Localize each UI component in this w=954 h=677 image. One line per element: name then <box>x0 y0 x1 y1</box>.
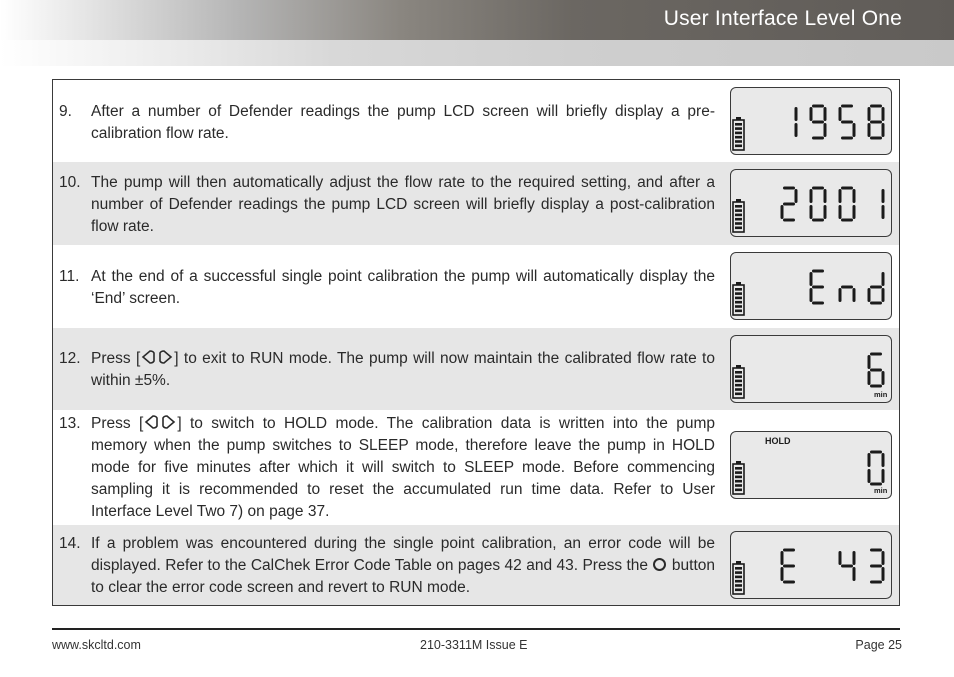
step-text: Press [ ] to exit to RUN mode. The pump will now maintain the calibrated flow rate to within ±5%. <box>91 350 715 389</box>
lcd-screen <box>730 335 892 403</box>
left-right-arrows-button-icon <box>140 349 174 365</box>
battery-icon <box>733 117 744 150</box>
lcd-digit <box>782 550 794 582</box>
lcd-display <box>731 336 893 404</box>
lcd-display <box>731 170 893 238</box>
step-number: 13. <box>59 415 81 432</box>
steps-table <box>52 79 900 606</box>
lcd-screen <box>730 87 892 155</box>
lcd-digit <box>840 188 854 220</box>
lcd-digit <box>872 550 884 582</box>
lcd-digit <box>869 452 883 484</box>
lcd-hold-label: HOLD <box>765 436 791 446</box>
page-header-bar <box>0 0 954 40</box>
step-row-12 <box>53 328 899 410</box>
step-row-10 <box>53 162 899 245</box>
lcd-screen <box>730 252 892 320</box>
lcd-digit <box>869 106 883 138</box>
step-row-9 <box>53 80 899 162</box>
page-title: User Interface Level One <box>663 7 902 30</box>
step-text: The pump will then automatically adjust the flow rate to the required setting, and after a number of Defender readings the pump LCD screen will briefly display a post-calibration flow rate. <box>91 174 715 235</box>
lcd-digit <box>840 106 854 138</box>
footer-website: www.skcltd.com <box>52 638 141 652</box>
lcd-digit <box>811 106 825 138</box>
step-row-11 <box>53 245 899 328</box>
lcd-screen <box>730 431 892 499</box>
battery-icon <box>733 461 744 494</box>
circle-button-icon <box>652 557 667 572</box>
step-text: Press [ ] to switch to HOLD mode. The calibration data is written into the pump memory when the pump switches to SLEEP mode, therefore leave the pump in HOLD mode for five minutes after which it will switch to SLEEP mode. Before commencing sampling it is recommended to reset the accumulated run time data. Refer to User Interface Level Two 7) on page 37. <box>91 415 715 520</box>
lcd-digit <box>811 271 823 303</box>
step-row-13 <box>53 410 899 525</box>
lcd-digit <box>840 553 854 580</box>
lcd-digit <box>811 188 825 220</box>
lcd-display <box>731 88 893 156</box>
lcd-digit <box>840 287 854 301</box>
lcd-digit <box>869 274 883 304</box>
lcd-display <box>731 532 893 600</box>
footer-divider <box>52 628 900 630</box>
step-number: 11. <box>59 268 80 285</box>
lcd-display <box>731 432 893 500</box>
battery-icon <box>733 561 744 594</box>
lcd-digit <box>782 188 796 220</box>
header-stripe <box>0 40 954 66</box>
lcd-unit-label: min <box>874 486 888 495</box>
battery-icon <box>733 282 744 315</box>
step-text: If a problem was encountered during the single point calibration, an error code will be displayed. Refer to the CalChek Error Code Table on pages 42 and 43. Press the button to clear the error code screen and revert to RUN mode. <box>91 535 715 596</box>
lcd-screen <box>730 531 892 599</box>
step-number: 12. <box>59 350 81 367</box>
lcd-unit-label: min <box>874 390 888 399</box>
step-number: 14. <box>59 535 81 552</box>
footer-page-number: Page 25 <box>855 638 902 652</box>
step-row-14 <box>53 525 899 605</box>
lcd-screen <box>730 169 892 237</box>
footer-doc-id: 210-3311M Issue E <box>420 638 528 652</box>
lcd-digit <box>869 354 883 386</box>
battery-icon <box>733 365 744 398</box>
step-text: At the end of a successful single point calibration the pump will automatically display the ‘End’ screen. <box>91 268 715 307</box>
step-text: After a number of Defender readings the pump LCD screen will briefly display a pre-calibration flow rate. <box>91 103 715 142</box>
step-number: 9. <box>59 103 72 120</box>
battery-icon <box>733 199 744 232</box>
step-number: 10. <box>59 174 81 191</box>
left-right-arrows-button-icon <box>143 414 177 430</box>
lcd-display <box>731 253 893 321</box>
